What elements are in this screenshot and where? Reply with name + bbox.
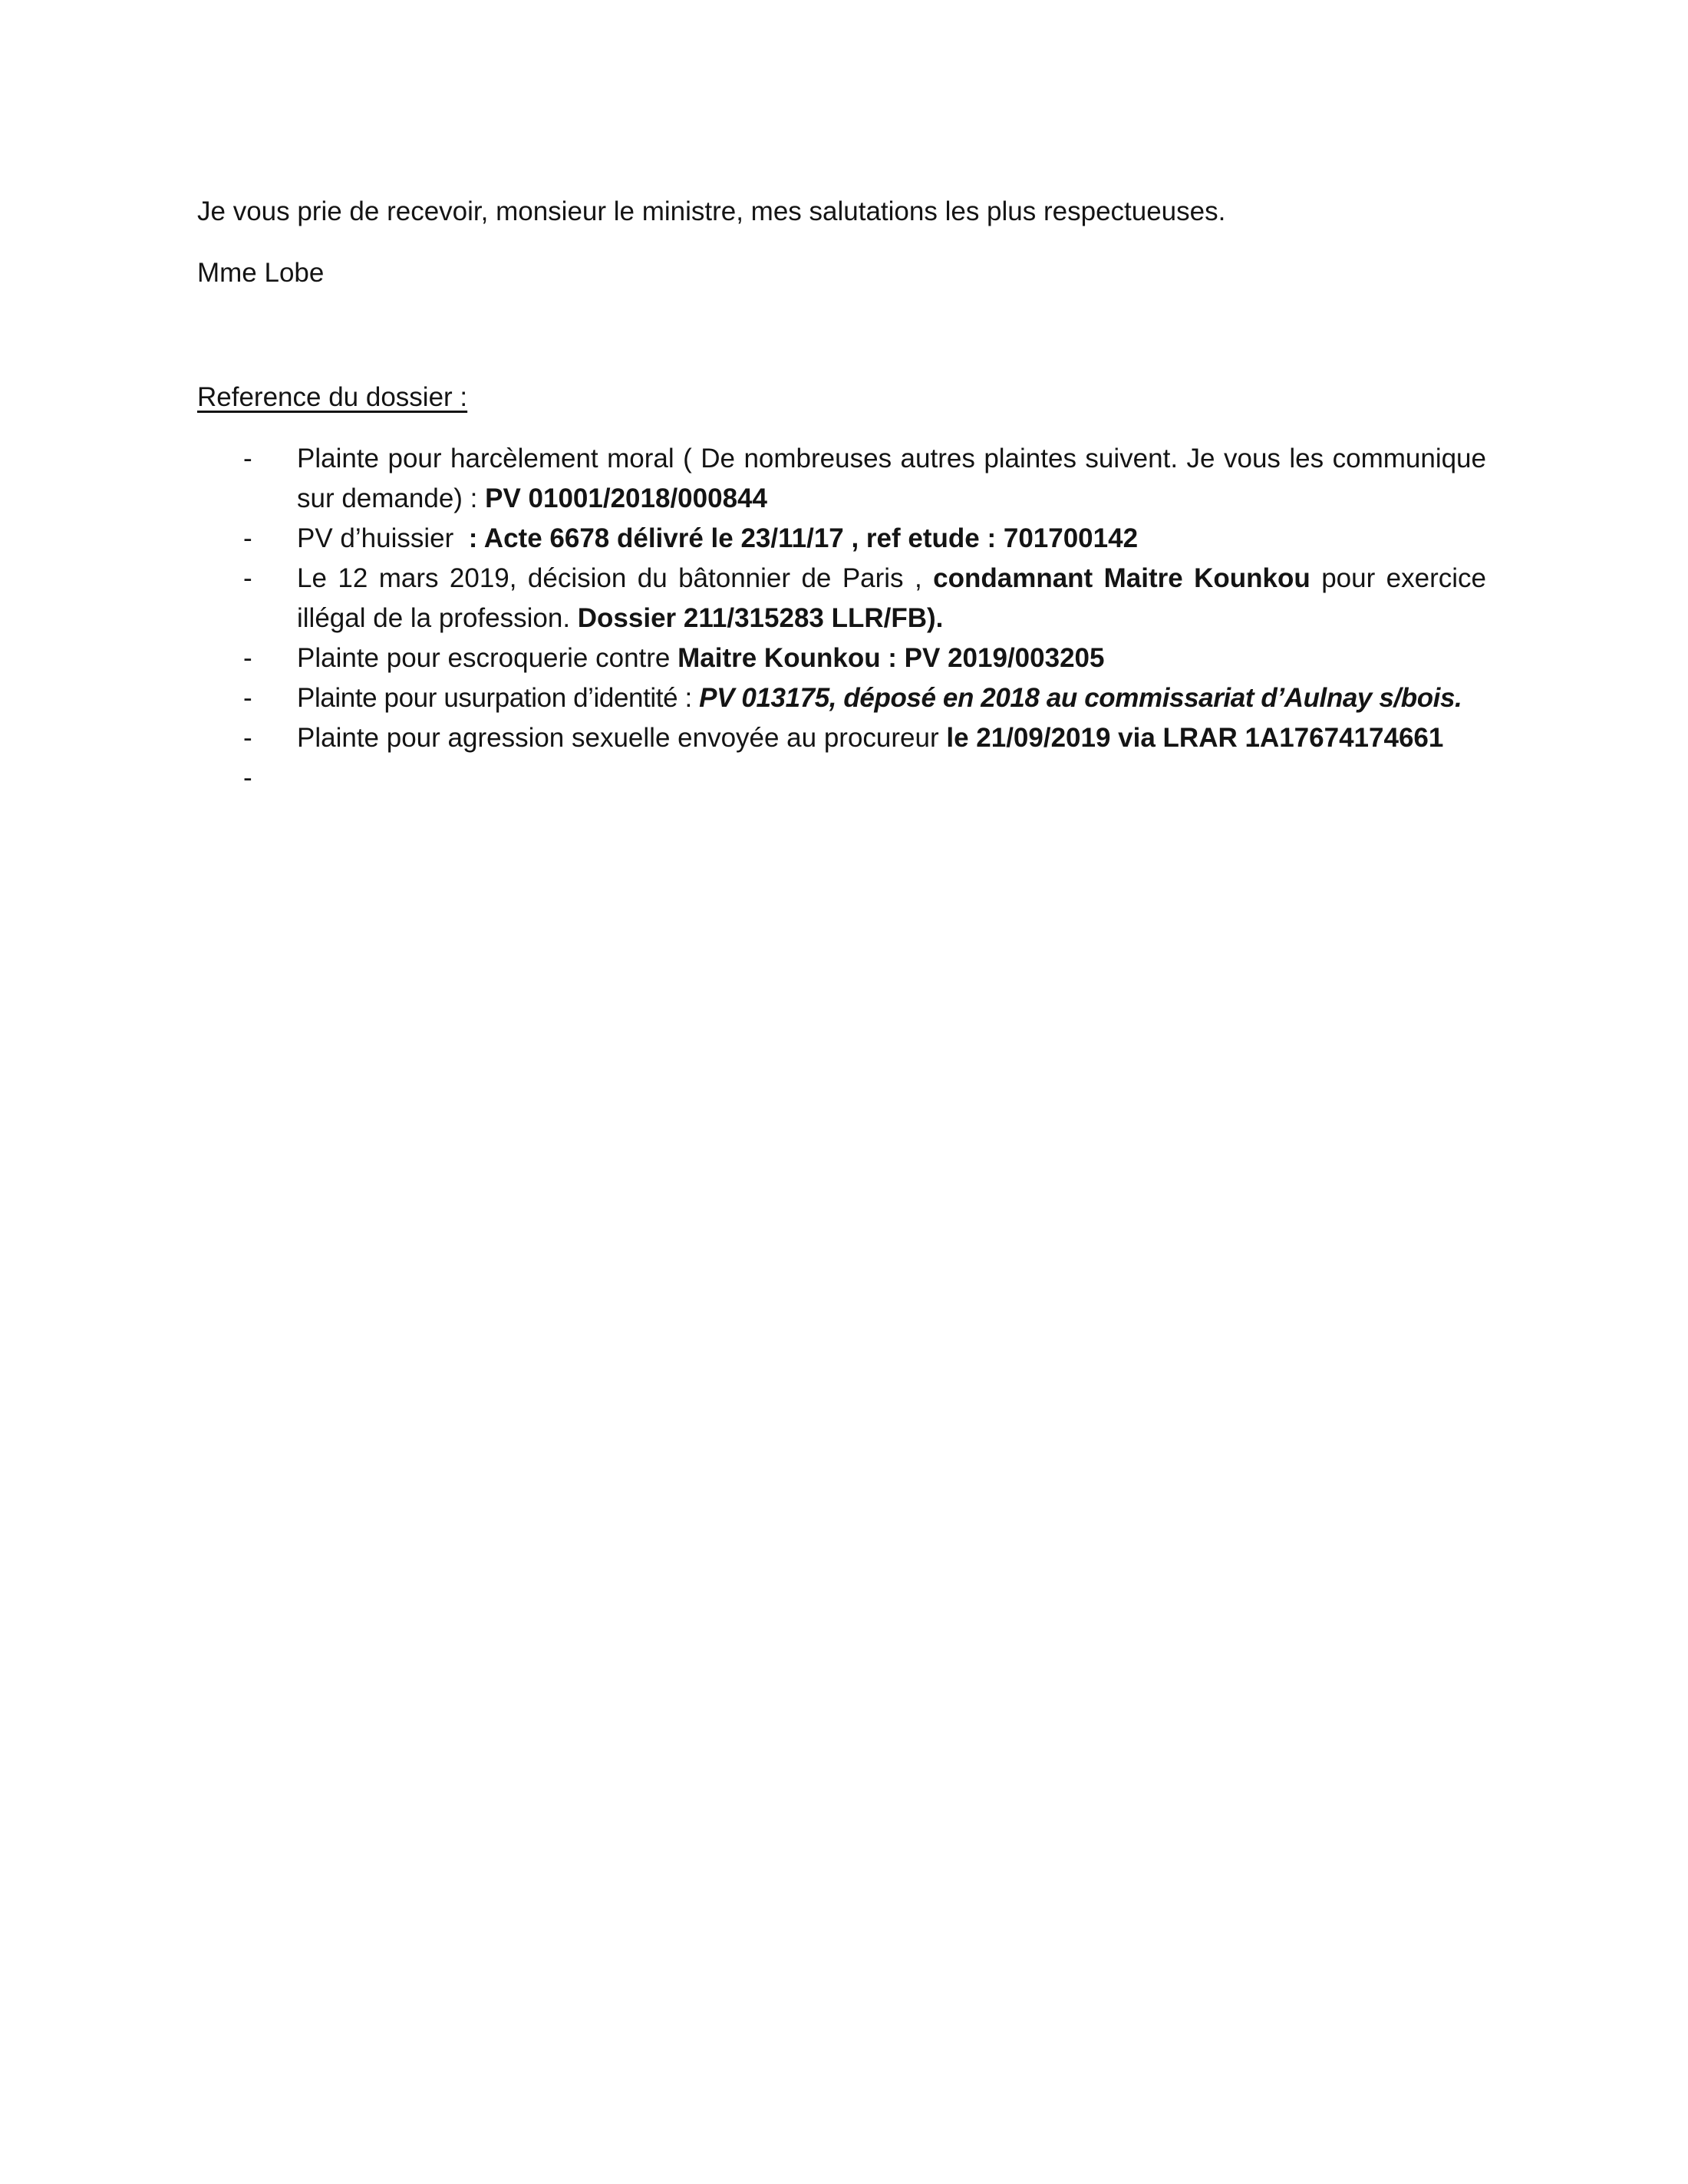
reference-bold-text: Maitre Kounkou : PV 2019/003205	[678, 643, 1105, 673]
reference-plain-text: Le 12 mars 2019, décision du bâtonnier de Paris ,	[297, 563, 934, 593]
reference-text	[297, 559, 1486, 638]
reference-item-escroquerie	[197, 638, 1486, 678]
reference-text	[297, 678, 1486, 718]
reference-text	[297, 439, 1486, 519]
list-dash: -	[243, 523, 252, 553]
list-dash: -	[243, 723, 252, 753]
signature-name: Mme Lobe	[197, 258, 325, 288]
reference-bold-text: : Acte 6678 délivré le 23/11/17 , ref etude : 701700142	[468, 523, 1139, 553]
reference-bold-text: condamnant Maitre Kounkou	[933, 563, 1311, 593]
reference-bold-italic-text: PV 013175, déposé en 2018 au commissariat d’Aulnay s/bois.	[699, 683, 1462, 713]
reference-text-empty	[297, 758, 1486, 798]
reference-heading: Reference du dossier :	[197, 382, 468, 412]
letter-body	[197, 192, 1486, 798]
reference-list	[197, 439, 1486, 798]
reference-item-batonnier	[197, 559, 1486, 638]
reference-plain-text: Plainte pour usurpation d’identité :	[297, 683, 700, 713]
reference-plain-text: PV d’huissier	[297, 523, 469, 553]
reference-text	[297, 638, 1486, 678]
reference-item-harcelement	[197, 439, 1486, 519]
reference-item-agression	[197, 718, 1486, 758]
reference-item-usurpation	[197, 678, 1486, 718]
list-dash: -	[243, 444, 252, 473]
reference-item-huissier	[197, 519, 1486, 559]
list-dash: -	[243, 643, 252, 673]
reference-text	[297, 718, 1486, 758]
reference-text	[297, 519, 1486, 559]
reference-bold-text: PV 01001/2018/000844	[485, 483, 767, 513]
reference-plain-text: Plainte pour agression sexuelle envoyée au procureur	[297, 723, 947, 753]
reference-plain-text: Plainte pour harcèlement moral ( De nombreuses autres plaintes suivent. Je vous les communique sur demande) :	[297, 444, 1486, 513]
reference-item-empty	[197, 758, 1486, 798]
closing-salutation: Je vous prie de recevoir, monsieur le ministre, mes salutations les plus respectueuses.	[197, 196, 1226, 226]
reference-plain-text: Plainte pour escroquerie contre	[297, 643, 678, 673]
list-dash: -	[243, 763, 252, 793]
list-dash: -	[243, 683, 252, 713]
list-dash: -	[243, 563, 252, 593]
reference-bold-text: Dossier 211/315283 LLR/FB).	[577, 603, 944, 633]
reference-bold-text: le 21/09/2019 via LRAR 1A17674174661	[946, 723, 1444, 753]
reference-plain-text: pour exercice illégal de la profession.	[297, 563, 1487, 633]
